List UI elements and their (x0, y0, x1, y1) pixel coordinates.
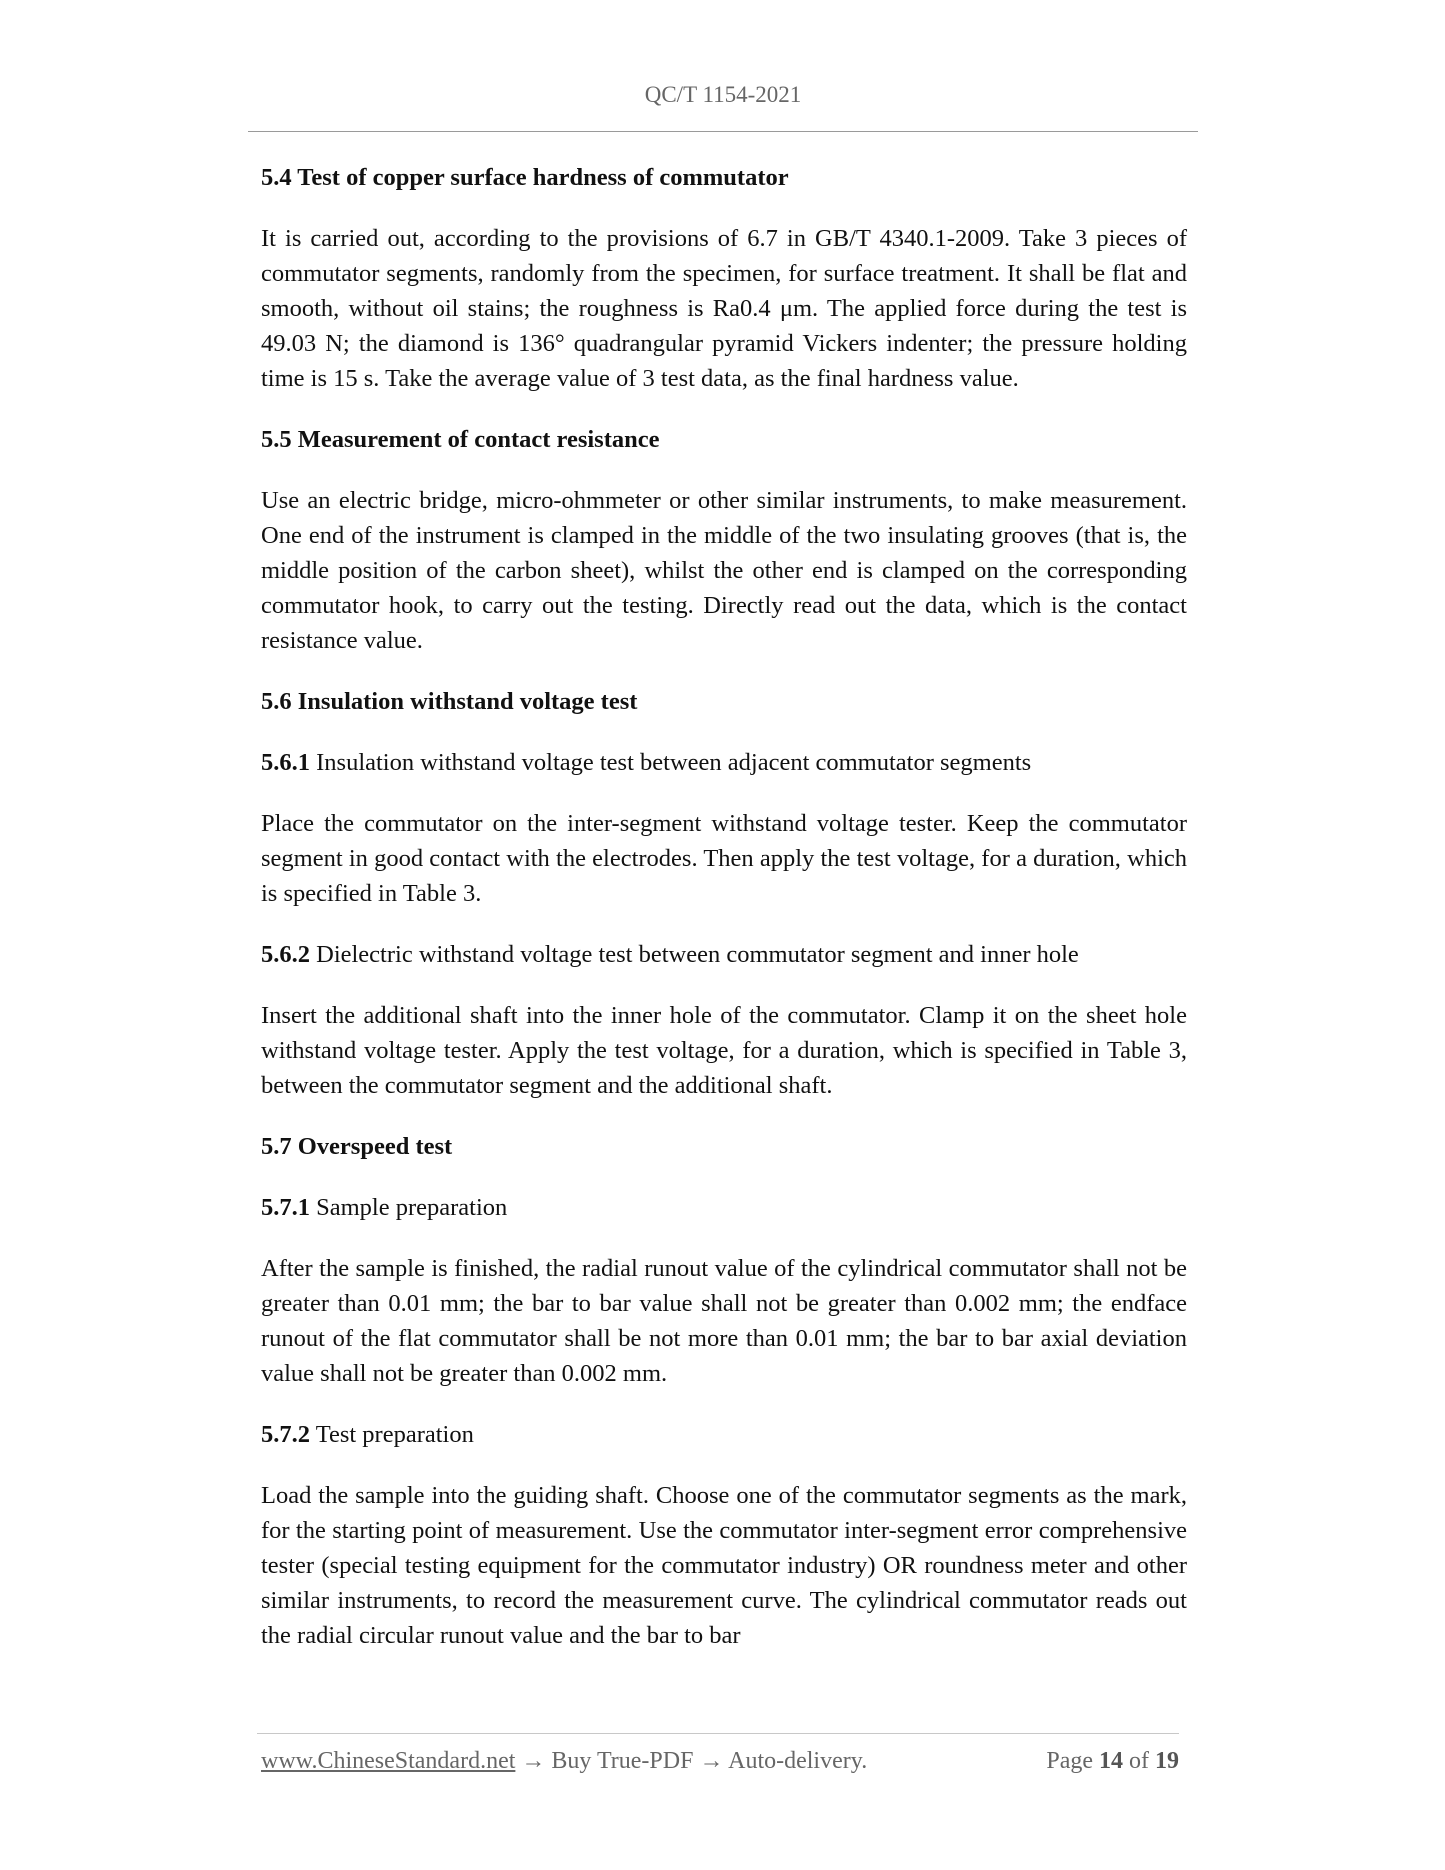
subsection-heading-5-6-1 (261, 745, 1187, 780)
section-heading-5-4: 5.4 Test of copper surface hardness of commutator (261, 164, 789, 191)
page-number (1046, 1748, 1179, 1775)
document-code-header: QC/T 1154-2021 (644, 82, 802, 107)
subsection-heading-5-7-2 (261, 1417, 1187, 1452)
subsection-number: 5.6.1 (261, 749, 310, 776)
subsection-title: Sample preparation (316, 1194, 508, 1221)
subsection-paragraph-5-6-2: Insert the additional shaft into the inner hole of the commutator. Clamp it on the sheet hole withstand voltage tester. Apply the test voltage, for a duration, which is specified in Table 3, between the commutator segment and the additional shaft. (261, 1002, 1187, 1099)
section-heading-5-7: 5.7 Overspeed test (261, 1133, 453, 1160)
page-of: of (1129, 1748, 1149, 1774)
section-paragraph-5-5: Use an electric bridge, micro-ohmmeter or other similar instruments, to make measurement. One end of the instrument is clamped in the middle of the two insulating grooves (that is, the middle position of the carbon sheet), whilst the other end is clamped on the corresponding commutator hook, to carry out the testing. Directly read out the data, which is the contact resistance value. (261, 487, 1187, 654)
page-current: 14 (1099, 1748, 1123, 1774)
subsection-heading-5-7-1 (261, 1190, 1187, 1225)
subsection-paragraph-5-7-2: Load the sample into the guiding shaft. Choose one of the commutator segments as the mark, for the starting point of measurement. Use the commutator inter-segment error comprehensive tester (special testing equipment for the commutator industry) OR roundness meter and other similar instruments, to record the measurement curve. The cylindrical commutator reads out the radial circular runout value and the bar to bar (261, 1482, 1187, 1649)
header-divider (248, 131, 1198, 132)
footer-promo-text: → Buy True-PDF → Auto-delivery. (515, 1748, 868, 1774)
website-link[interactable]: www.ChineseStandard.net (261, 1748, 516, 1774)
subsection-number: 5.7.2 (261, 1421, 310, 1448)
subsection-title: Test preparation (315, 1421, 474, 1448)
footer-promo (261, 1748, 867, 1775)
section-paragraph-5-4: It is carried out, according to the provisions of 6.7 in GB/T 4340.1-2009. Take 3 pieces of commutator segments, randomly from the specimen, for surface treatment. It shall be flat and smooth, without oil stains; the roughness is Ra0.4 μm. The applied force during the test is 49.03 N; the diamond is 136° quadrangular pyramid Vickers indenter; the pressure holding time is 15 s. Take the average value of 3 test data, as the final hardness value. (261, 225, 1187, 392)
page-label: Page (1046, 1748, 1093, 1774)
page-content (261, 160, 1187, 1679)
subsection-number: 5.6.2 (261, 941, 310, 968)
footer-divider (257, 1733, 1179, 1734)
subsection-paragraph-5-7-1: After the sample is finished, the radial runout value of the cylindrical commutator shall not be greater than 0.01 mm; the bar to bar value shall not be greater than 0.002 mm; the endface runout of the flat commutator shall be not more than 0.01 mm; the bar to bar axial deviation value shall not be greater than 0.002 mm. (261, 1255, 1187, 1387)
subsection-title: Insulation withstand voltage test between adjacent commutator segments (316, 749, 1032, 776)
subsection-number: 5.7.1 (261, 1194, 310, 1221)
section-heading-5-5: 5.5 Measurement of contact resistance (261, 426, 660, 453)
subsection-paragraph-5-6-1: Place the commutator on the inter-segment withstand voltage tester. Keep the commutator segment in good contact with the electrodes. Then apply the test voltage, for a duration, which is specified in Table 3. (261, 810, 1187, 907)
subsection-title: Dielectric withstand voltage test between commutator segment and inner hole (316, 941, 1079, 968)
section-heading-5-6: 5.6 Insulation withstand voltage test (261, 688, 638, 715)
page-total: 19 (1155, 1748, 1179, 1774)
subsection-heading-5-6-2 (261, 937, 1187, 972)
